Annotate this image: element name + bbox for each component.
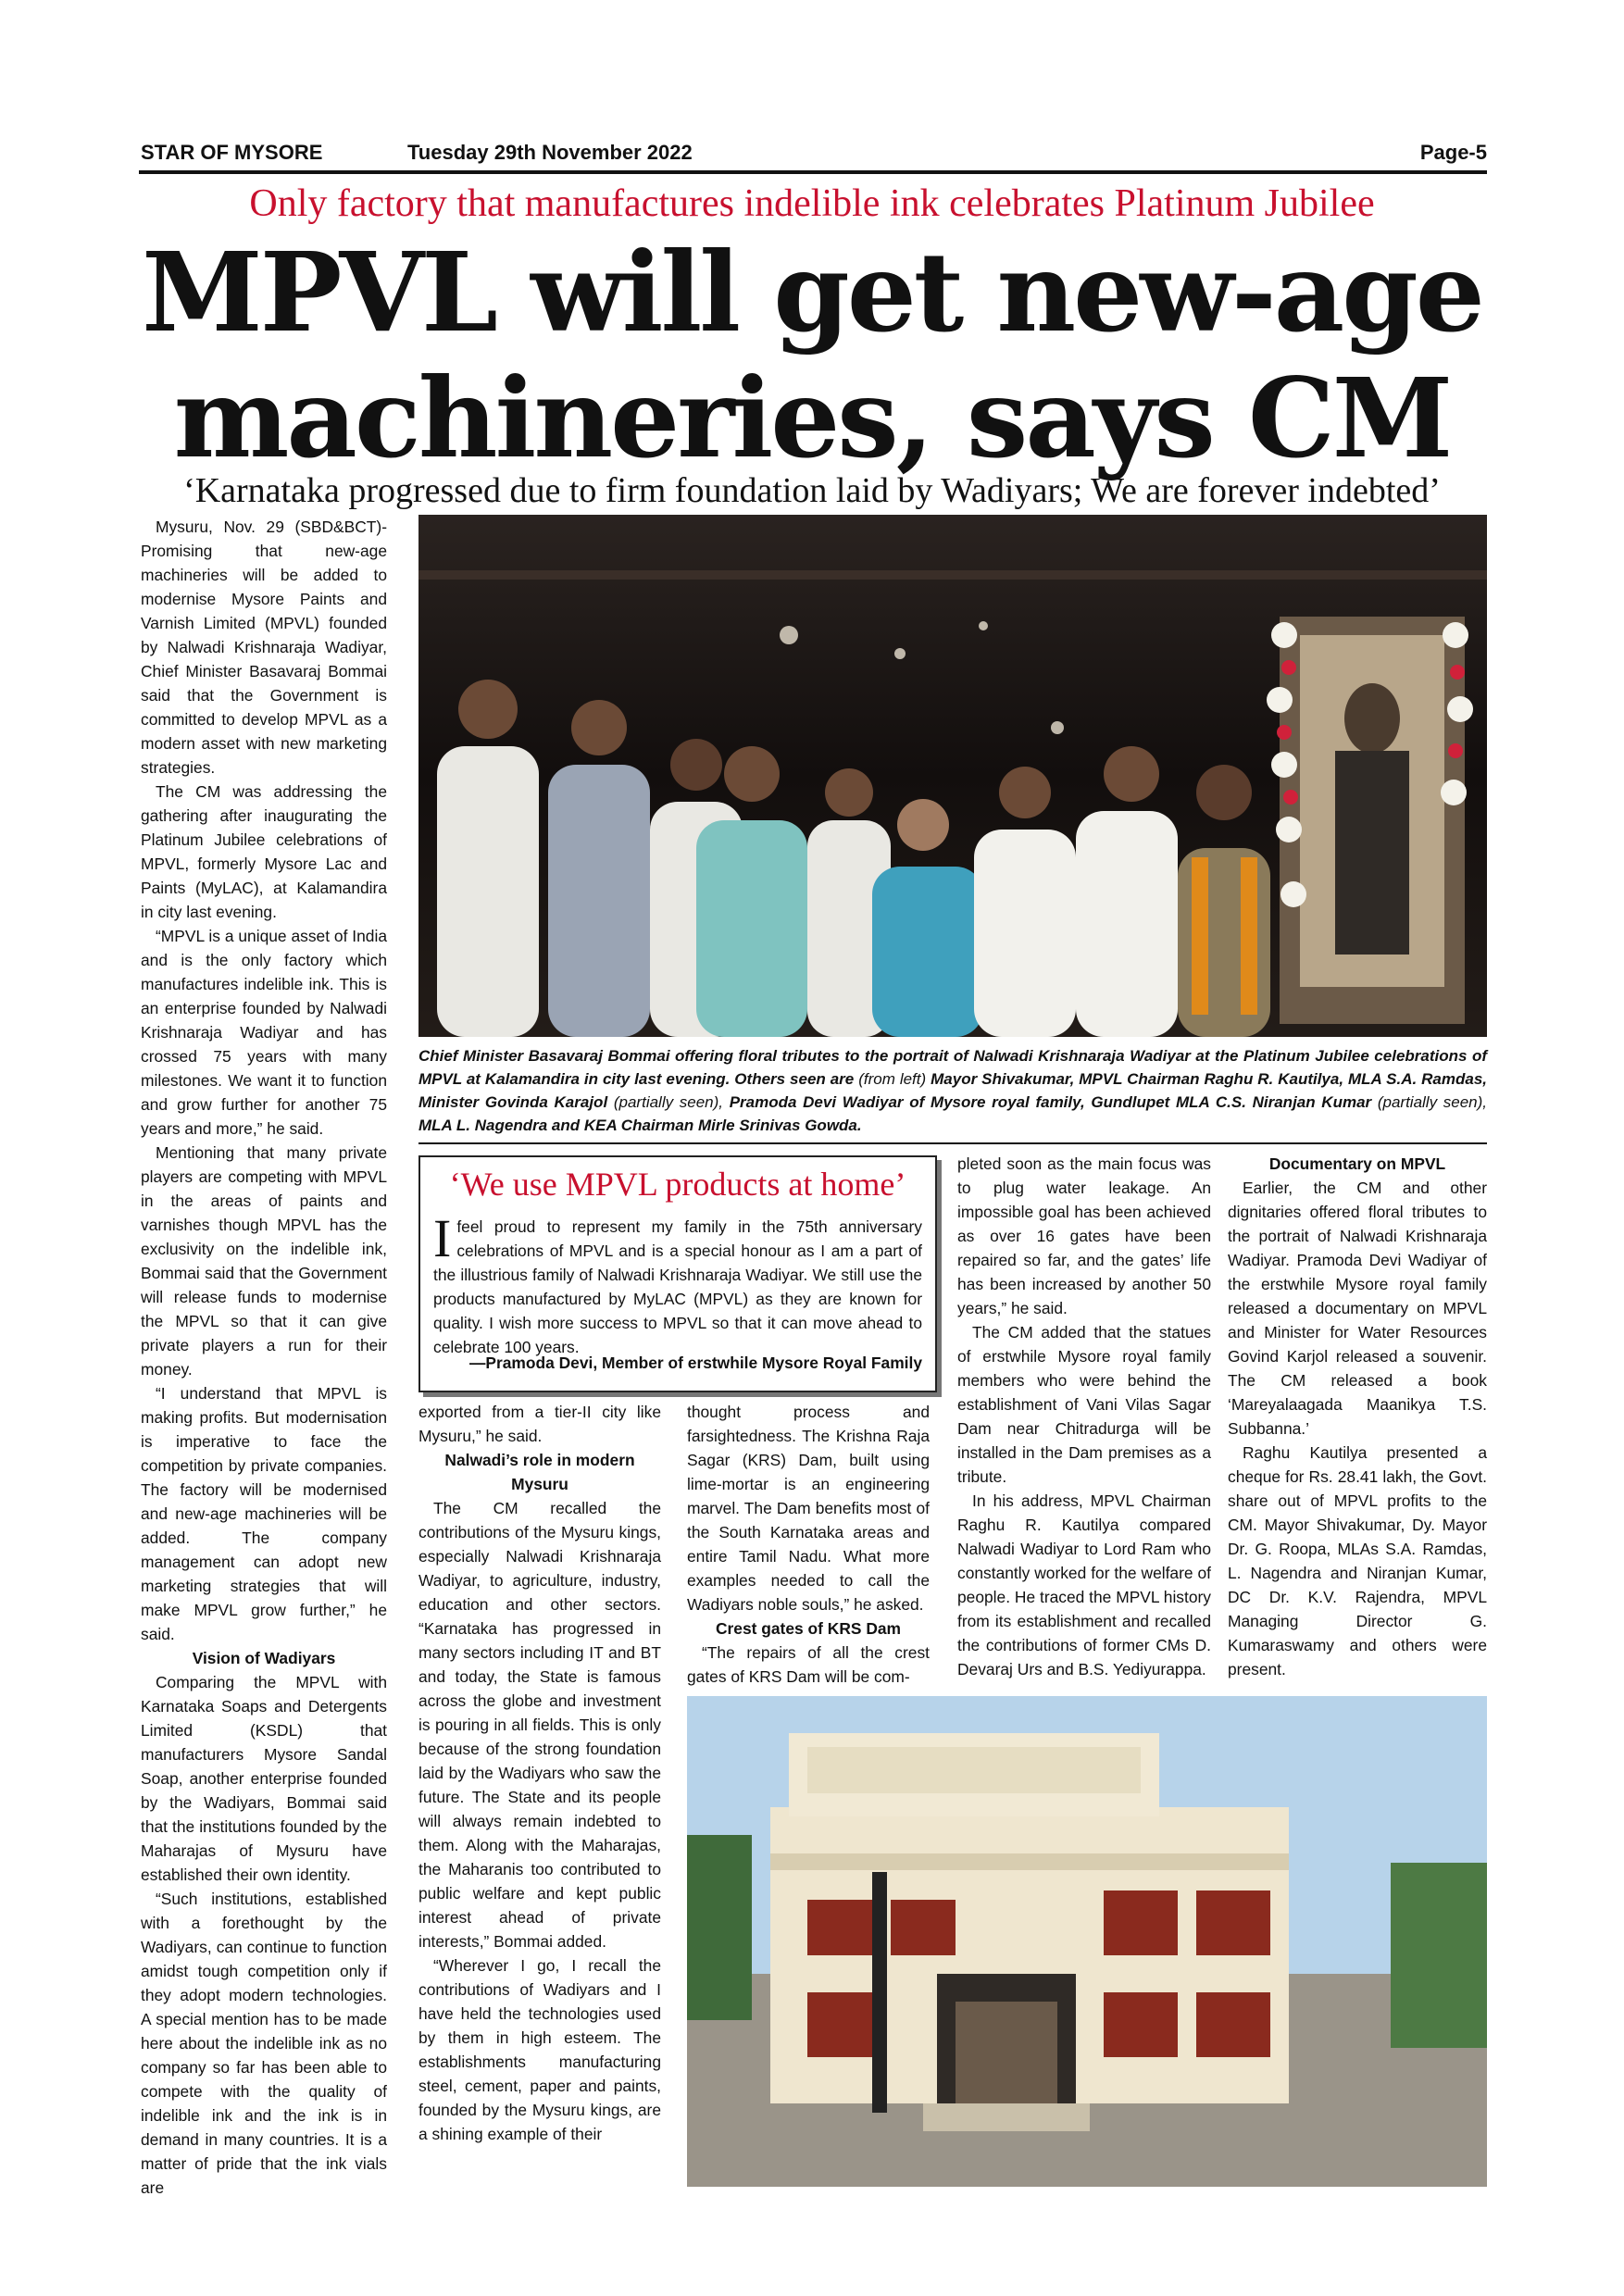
- drop-cap: I: [433, 1208, 452, 1268]
- building-photo: [687, 1696, 1487, 2187]
- issue-date: Tuesday 29th November 2022: [407, 141, 693, 164]
- quote-box: [418, 1155, 937, 1392]
- headline: [139, 230, 1485, 481]
- paragraph: Earlier, the CM and other dignitaries offered floral tributes to the portrait of Nalwadi Krishnaraja Wadiyar. Pramoda Devi Wadiyar of the erstwhile Mysore royal family released a documentary on MPVL and Minister for Water Resources Govind Karjol released a souvenir. The CM released a book ‘Mareyalaagada Maanikya T.S. Subbanna.’: [1228, 1179, 1487, 1438]
- caption-text: Mayor Shivakumar, MPVL Chairman Raghu R. Kautilya, MLA S.A. Ramdas, Minister Govinda Karajol: [418, 1070, 1488, 1111]
- headline-line-2: machineries, says CM: [173, 354, 1451, 482]
- paragraph: In his address, MPVL Chairman Raghu R. Kautilya compared Nalwadi Wadiyar to Lord Ram who constantly worked for the welfare of people. He traced the MPVL history from its establishment and recalled the contributions of former CMs D. Devaraj Urs and B.S. Yediyurappa.: [957, 1491, 1211, 1678]
- column-4: [957, 1152, 1211, 1681]
- paragraph: Mysuru, Nov. 29 (SBD&BCT)- Promising that new-age machineries will be added to modernise Mysore Paints and Varnish Limited (MPVL) founded by Nalwadi Krishnaraja Wadiyar, Chief Minister Basavaraj Bommai said that the Government is committed to develop MPVL as a modern asset with new marketing strategies.: [141, 518, 387, 777]
- paragraph: thought process and farsightedness. The Krishna Raja Sagar (KRS) Dam, built using lime-mortar is an engineering marvel. The Dam benefits most of the South Karnataka areas and entire Tamil Nadu. What more examples needed to call the Wadiyars noble souls,” he asked.: [687, 1403, 930, 1614]
- page-number: Page-5: [1419, 141, 1487, 164]
- headline-line-1: MPVL will get new-age: [142, 228, 1482, 356]
- subheading-crest-gates: Crest gates of KRS Dam: [715, 1619, 902, 1638]
- factory-building-illustration: [687, 1696, 1487, 2187]
- kicker: Only factory that manufactures indelible ink celebrates Platinum Jubilee: [249, 182, 1375, 225]
- paper-name: STAR OF MYSORE: [141, 141, 323, 164]
- paragraph: “Such institutions, established with a forethought by the Wadiyars, can continue to function amidst tough competition only if they adopt modern technologies. A special mention has to be made here about the indelible ink as no company so far has been able to compete with the quality of indelible ink and the ink is in demand in many countries. It is a matter of pride that the ink vials are: [141, 1890, 387, 2197]
- caption-text: Pramoda Devi Wadiyar of Mysore royal family, Gundlupet MLA C.S. Niranjan Kumar: [729, 1093, 1372, 1111]
- quote-signature: —Pramoda Devi, Member of erstwhile Mysore Royal Family: [468, 1354, 922, 1372]
- paragraph: The CM added that the statues of erstwhile Mysore royal family members who were behind the establishment of Vani Vilas Sagar Dam near Chitradurga will be installed in the Dam premises as a tribute.: [957, 1323, 1211, 1486]
- column-3: [687, 1400, 930, 1689]
- paragraph: pleted soon as the main focus was to plug water leakage. An impossible goal has been achieved as over 16 gates have been repaired so far, and the gates’ life has been increased by another 50 years,” he said.: [957, 1154, 1211, 1317]
- paragraph: “The repairs of all the crest gates of KRS Dam will be com-: [687, 1643, 930, 1686]
- caption-note: (partially seen),: [613, 1093, 724, 1111]
- paragraph: The CM recalled the contributions of the Mysuru kings, especially Nalwadi Krishnaraja Wadiyar, to agriculture, industry, education and other sectors. “Karnataka has progressed in many sectors including IT and BT and today, the State is famous across the globe and investment is pouring in all fields. This is only because of the strong foundation laid by the Wadiyars who saw the future. The State and its people will always remain indebted to them. Along with the Maharajas, the Maharanis too contributed to public welfare and kept public interest ahead of private interests,” Bommai added.: [418, 1499, 661, 1951]
- column-1: [141, 515, 387, 2200]
- caption-text: Chief Minister Basavaraj Bommai offering floral tributes to the portrait of Nalwadi Krishnaraja Wadiyar at the Platinum Jubilee celebrations of MPVL at Kalamandira in city last evening. Others seen are: [418, 1047, 1487, 1088]
- caption-text: MLA L. Nagendra and KEA Chairman Mirle Srinivas Gowda.: [418, 1117, 862, 1134]
- paragraph: Comparing the MPVL with Karnataka Soaps and Detergents Limited (KSDL) that manufacturers Mysore Sandal Soap, another enterprise founded by the Wadiyars, Bommai said that the institutions founded by the Maharajas of Mysuru have established their own identity.: [141, 1673, 387, 1884]
- masthead-rule: [139, 170, 1487, 174]
- quote-body: [433, 1208, 922, 1359]
- paragraph: “I understand that MPVL is making profits. But modernisation is imperative to face the competition by private companies. The factory will be modernised and new-age machineries will be added. The company management can adopt new marketing strategies that will make MPVL grow further,” he said.: [141, 1384, 387, 1643]
- subheading-documentary: Documentary on MPVL: [1268, 1154, 1446, 1173]
- caption-rule: [418, 1142, 1487, 1144]
- photo-caption: [418, 1044, 1487, 1137]
- caption-note: (partially seen),: [1377, 1093, 1488, 1111]
- paragraph: “MPVL is a unique asset of India and is the only factory which manufactures indelible ink. This is an enterprise founded by Nalwadi Krishnaraja Wadiyar and has crossed 75 years with many milestones. We want it to function and grow further for another 75 years and more,” he said.: [141, 927, 387, 1138]
- paragraph: “Wherever I go, I recall the contributions of Wadiyars and I have held the technologies used by them in high esteem. The establishments manufacturing steel, cement, paper and paints, founded by the Mysuru kings, are a shining example of their: [418, 1956, 661, 2143]
- column-5: [1228, 1152, 1487, 1681]
- caption-note: (from left): [858, 1070, 927, 1088]
- paragraph: exported from a tier-II city like Mysuru,” he said.: [418, 1403, 661, 1445]
- quote-title: ‘We use MPVL products at home’: [449, 1166, 906, 1203]
- quote-text: feel proud to represent my family in the 75th anniversary celebrations of MPVL and is a special honour as I am a part of the illustrious family of Nalwadi Krishnaraja Wadiyar. We still use the products manufactured by MyLAC (MPVL) as they are known for quality. I wish more success to MPVL so that it can move ahead to celebrate 100 years.: [433, 1217, 922, 1356]
- paragraph: Mentioning that many private players are competing with MPVL in the areas of paints and varnishes though MPVL has the exclusivity on the indelible ink, Bommai said that the Government will release funds to modernise the MPVL so that it can give private players a run for their money.: [141, 1143, 387, 1379]
- column-2: [418, 1400, 661, 2146]
- subheadline: ‘Karnataka progressed due to firm foundation laid by Wadiyars; We are forever indebted’: [183, 471, 1441, 510]
- subheading-nalwadi: Nalwadi’s role in modern Mysuru: [444, 1451, 635, 1493]
- ceremony-photo-illustration: [418, 515, 1487, 1037]
- paragraph: Raghu Kautilya presented a cheque for Rs. 28.41 lakh, the Govt. share out of MPVL profits to the CM. Mayor Shivakumar, Dy. Mayor Dr. G. Roopa, MLAs S.A. Ramdas, L. Nagendra and Niranjan Kumar, DC Dr. K.V. Rajendra, MPVL Managing Director G. Kumaraswamy and others were present.: [1228, 1443, 1487, 1678]
- paragraph: The CM was addressing the gathering after inaugurating the Platinum Jubilee celebrations of MPVL, formerly Mysore Lac and Paints (MyLAC), at Kalamandira in city last evening.: [141, 782, 387, 921]
- subheading-vision: Vision of Wadiyars: [192, 1649, 336, 1667]
- main-photo: [418, 515, 1487, 1037]
